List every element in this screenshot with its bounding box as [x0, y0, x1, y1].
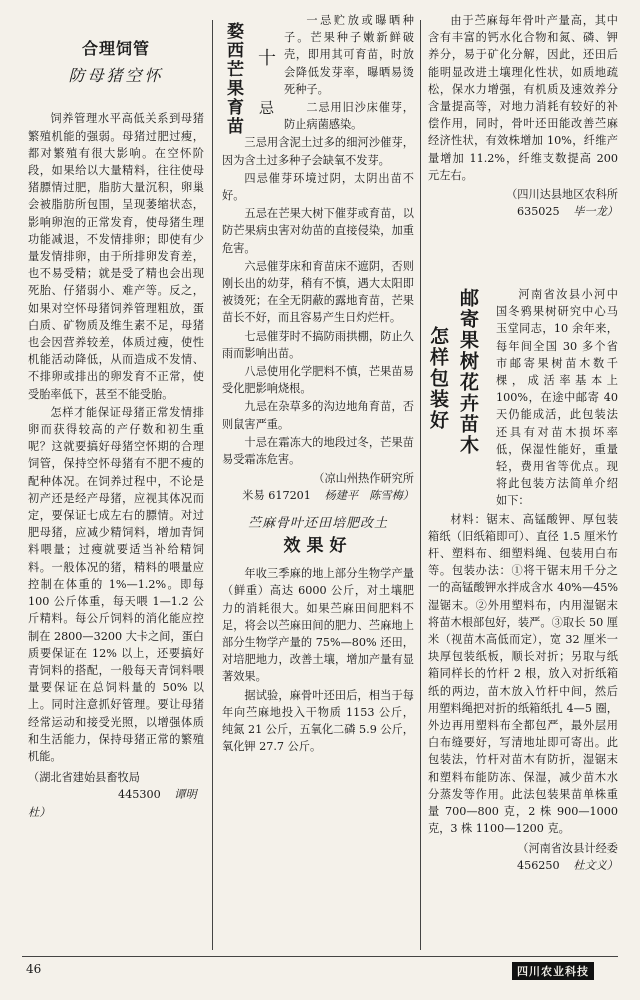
- column-divider: [420, 20, 421, 950]
- footer-rule: [22, 956, 618, 957]
- article3-paragraph: 据试验，麻骨叶还田后，相当于每年向苎麻地投入干物质 1153 公斤，纯氮 21 公斤，五氧化二磷 5.9 公斤，氧化钾 27.7 公斤。: [222, 688, 414, 754]
- article3-source-code: 635025: [516, 205, 560, 219]
- article2-paragraph: 五忌在芒果大树下催芽或育苗，以防芒果病虫害对幼苗的直接侵染，加重危害。: [222, 207, 414, 255]
- article4-title-sub: 怎样包装好: [427, 326, 449, 431]
- article1-subtitle: 防母猪空怀: [68, 66, 164, 86]
- page-number: 46: [26, 962, 42, 976]
- article4-column: [428, 286, 618, 878]
- article2-source-org: （凉山州热作研究所: [313, 472, 414, 486]
- article2-paragraph: 十忌在霜冻大的地段过冬，芒果苗易受霜冻危害。: [222, 435, 414, 467]
- article1-title: 合理饲管: [81, 39, 150, 58]
- article2-paragraph: 八忌使用化学肥料不慎，芒果苗易受化肥影响烧根。: [222, 365, 414, 396]
- article3-source: [428, 186, 618, 220]
- article1-paragraph: 怎样才能保证母猪正常发情排卵而获得较高的产仔数和初生重呢？这就要搞好母猪空怀期的合理饲管，保持空怀母猪有不肥不瘦的配种体况。在饲养过程中，不论是初产还是经产母猪，应视其体况而定，要保证七成左右的膘情。对过肥母猪，应减少精饲料，增加青饲料喂量；过瘦就要适当补给精饲料。一般体况的猪，精料的喂量应控制在体重的 1%—1.2%。即每 100 公斤体重，每天喂 1—1.2 公斤精料。每公斤饲料的消化能应控制在 2800—3200 大卡之间，蛋白质要保证在 12% 以上，还要搞好青饲料的搭配，一般每天青饲料喂量要保证在总饲料量的 50% 以上。同时注意抓好管理。要让母猪经常运动和接受光照，以增强体质和生活能力，保持母猪正常的繁殖机能。: [28, 405, 204, 763]
- article1-paragraph: 饲养管理水平高低关系到母猪繁殖机能的强弱。母猪过肥过瘦，都对繁殖有很大影响。在空怀阶段，如果给以大量精料，往往使母猪膘情过肥，脂肪大量沉积，卵巢会被脂肪所包围，呈现萎缩状态，影响卵泡的正常发育，使母猪生理功能减退，不发情排卵；即使有少量发情排卵，由于所排卵发育差，也不易受精；就是受了精也会出现死胎、仔猪弱小、难产等。反之，如果对空怀母猪饲养管理粗放，蛋白质、矿物质及维生素不足，母猪也会因营养较差，体质过瘦，使性机能活动降低，从而造成不发情、不排卵或排出的卵发育不正常，使受胎率低下，甚至不能受胎。: [28, 112, 204, 401]
- article4-paragraph: 材料：锯末、高锰酸钾、厚包装箱纸（旧纸箱即可）、直径 1.5 厘米竹杆、塑料布、细塑料绳、包装用白布等。包装办法：①将干锯末用千分之一的高锰酸钾水拌成含水 40%—45% 湿锯末。②外用塑料布，内用湿锯末将苗木根部包好，装严。③取长 50 厘米（视苗木高低而定），宽 32 厘米一块厚包装纸板，顺长对折；另取与纸箱同样长的竹杆 2 根，放入对折纸箱纸的两边，苗木放入竹杆中间，然后用塑料绳把对折的纸箱纸扎 4—5 圈，外边再用塑料布全都包严，最外层用白布缝要好，写清地址即可寄出。此包装法，竹杆对苗木有防折，湿锯末和塑料布能防冻、保湿，减少苗木水分蒸发等作用。此法包装果苗单株重量 700—800 克，2 株 900—1000 克，3 株 1100—1200 克。: [428, 512, 618, 836]
- article2-title-main: 婺西芒果育苗: [223, 22, 243, 136]
- article1-source-org: （湖北省建始县畜牧局: [28, 771, 140, 785]
- article2-source-author: 杨建平 陈雪梅）: [324, 489, 414, 503]
- article3-paragraph: 年收三季麻的地上部分生物学产量（鲜重）高达 6000 公斤，对土壤肥力的消耗很大。如果苎麻田间肥料不足，将会以苎麻田间的肥力、苎麻地上部分生物学产量的 75%—80% 还田，对培肥地力，改善土壤，增加产量有显著效果。: [222, 567, 414, 684]
- article2-paragraph: 四忌催芽环境过阴，太阴出苗不好。: [222, 171, 414, 203]
- magazine-name: 四川农业科技: [512, 962, 594, 980]
- article4-title-main: 邮寄果树花卉苗木: [457, 288, 479, 456]
- article1-column: [28, 24, 204, 825]
- article2-title-char: 忌: [257, 100, 275, 117]
- article2-source-code: 米易 617201: [242, 489, 311, 503]
- article1-source-author: 谭明杜）: [28, 788, 197, 819]
- article2-paragraph: 六忌催芽床和育苗床不遮阴，否则刚长出的幼芽，稍有不慎，遇大太阳即被烫死；在全无阴蔽的露地育苗，芒果苗长不好，而且容易产生日灼烂杆。: [222, 259, 414, 325]
- article3-kicker: 苎麻骨叶还田培肥改土: [247, 515, 388, 531]
- article4-source-org: （河南省汝县计经委: [517, 841, 618, 855]
- article3-source-author: 毕一龙）: [573, 205, 618, 219]
- column-divider: [212, 20, 213, 950]
- article4-source-code: 456250: [516, 858, 560, 872]
- article2-source: [222, 470, 414, 504]
- article2-paragraph: 七忌催芽时不搞防雨拱棚，防止久雨而影响出苗。: [222, 329, 414, 360]
- article3-continued-column: [428, 12, 618, 224]
- article2-title-number: 十: [255, 48, 276, 68]
- article2-paragraph: 二忌用旧沙床催芽，防止病菌感染。: [284, 101, 414, 132]
- article3-title: 效果好: [283, 535, 353, 556]
- article2-paragraph: 九忌在杂草多的沟边地角育苗，否则鼠害严重。: [222, 400, 414, 431]
- article2-column: [222, 12, 414, 756]
- article3-source-org: （四川达县地区农科所: [506, 188, 618, 202]
- article2-paragraph: 三忌用含泥土过多的细河沙催芽，因为含土过多种子会缺氧不发芽。: [222, 136, 414, 167]
- article3-paragraph: 由于苎麻每年骨叶产量高，其中含有丰富的钙水化合物和氮、磷、钾养分，易于矿化分解，因此，还田后能明显改进土壤理化性状，如质地疏松，保水力增强，有机质及速效养分含量提高等，对地力消耗有较好的补偿作用，同时，骨叶还田能改善苎麻经济性状，有效株增加 10%，纤维产量增加 11.2%，纤维支数提高 200 元左右。: [428, 14, 618, 182]
- article4-source-author: 杜文义）: [573, 858, 618, 872]
- article1-source: [28, 769, 204, 821]
- article2-paragraph: 一忌贮放或曝晒种子。芒果种子嫩新鲜破壳，即用其可育苗，时放会降低发芽率，曝晒易烫死种子。: [284, 14, 414, 96]
- article4-paragraph: 河南省汝县小河中国冬鸦果树研究中心马玉堂同志，10 余年来，每年间全国 30 多个省市邮寄果树苗木数千棵，成活率基本上 100%，在途中邮寄 40 天仍能成活，此包装法还具有对苗木损坏率低，保湿性能好，重量轻，费用省等优点。现将此包装方法简单介绍如下：: [496, 288, 618, 508]
- article1-source-code: 445300: [118, 788, 161, 802]
- article4-source: [428, 840, 618, 874]
